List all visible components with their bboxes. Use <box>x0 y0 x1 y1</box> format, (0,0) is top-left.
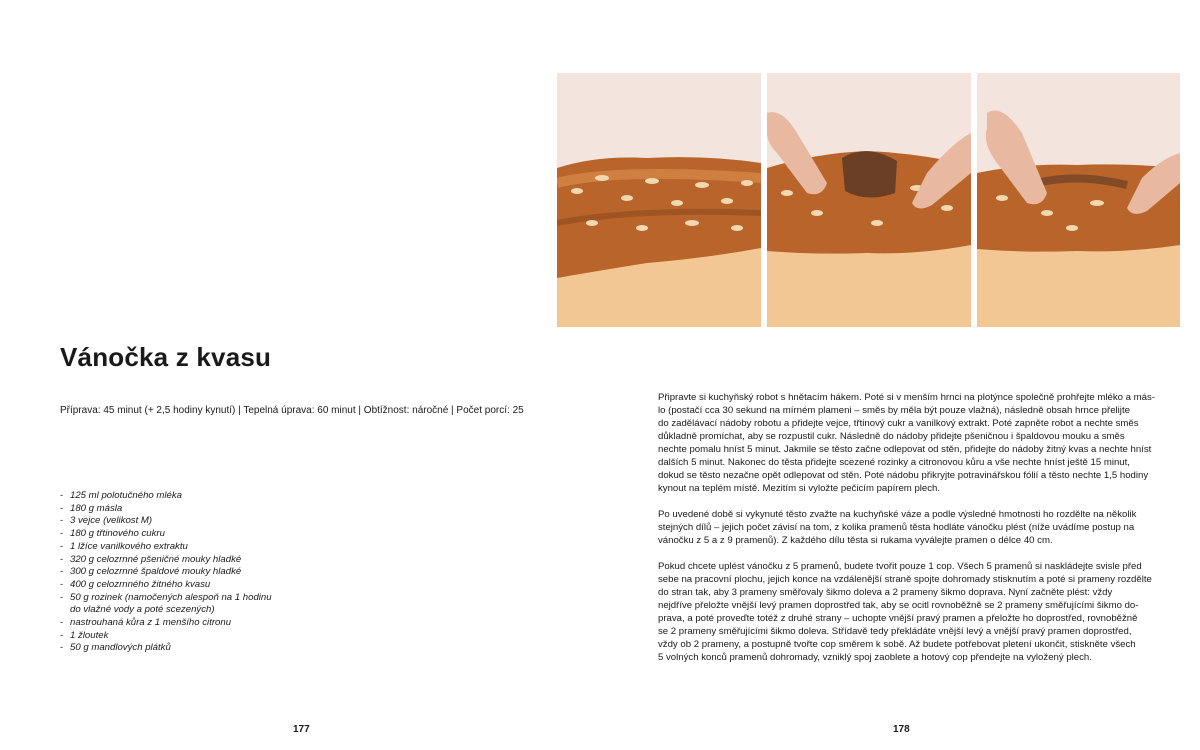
braided-sweet-bread-photo <box>557 73 761 327</box>
recipe-title: Vánočka z kvasu <box>60 342 272 372</box>
ingredient-item: - 50 g rozinek (namočených alespoň na 1 hodinu do vlažné vody a poté scezených) <box>60 592 320 617</box>
ingredient-item: - 300 g celozrnné špaldové mouky hladké <box>60 566 320 579</box>
ingredient-item: - nastrouhaná kůra z 1 menšího citronu <box>60 617 320 630</box>
ingredient-item: - 180 g třtinového cukru <box>60 528 320 541</box>
ingredient-item: - 180 g másla <box>60 503 320 516</box>
instruction-paragraph: Připravte si kuchyňský robot s hnětacím hákem. Poté si v menším hrnci na plotýnce společně prohřejte mléko a más- lo (postačí cca 30 sekund na mírném plameni – směs by měla být pouze vlažná), následně obsah hrnce přelijte do zadělávací nádoby robotu a přidejte vejce, třtinový cukr a vanilkový extrakt. Poté zapněte robot a nechte směs důkladně promíchat, aby se rozpustil cukr. Následně do nádoby přidejte pšeničnou i špaldovou mouku a směs nechte pomalu hníst 5 minut. Jakmile se těsto začne odlepovat od stěn, přidejte do nádoby žitný kvas a nechte hníst dalších 5 minut. Nakonec do těsta přidejte scezené rozinky a citronovou kůru a vše nechte hníst ještě 15 minut, dokud se těsto nezačne opět odlepovat od stěn. Poté nádobu přikryjte potravinářskou fólií a těsto nechte 1,5 hodiny kynout na teplém místě. Mezitím si vyložte pečicím papírem plech. <box>658 392 1155 494</box>
ingredient-item: - 400 g celozrnného žitného kvasu <box>60 579 320 592</box>
ingredient-item: - 125 ml polotučného mléka <box>60 490 320 503</box>
recipe-meta: Příprava: 45 minut (+ 2,5 hodiny kynutí) | Tepelná úprava: 60 minut | Obtížnost: náročné | Počet porcí: 25 <box>60 405 524 416</box>
ingredient-item: - 50 g mandlových plátků <box>60 642 320 655</box>
ingredients-list <box>60 490 320 655</box>
instructions <box>658 391 1155 677</box>
ingredient-item: - 3 vejce (velikost M) <box>60 515 320 528</box>
page-number-right: 178 <box>893 724 910 735</box>
hands-pulling-bread-photo <box>767 73 971 327</box>
ingredient-item: - 1 lžíce vanilkového extraktu <box>60 541 320 554</box>
hands-pulling-bread-closer-photo <box>977 73 1180 327</box>
ingredient-item: - 1 žloutek <box>60 630 320 643</box>
ingredient-item: - 320 g celozrnné pšeničné mouky hladké <box>60 554 320 567</box>
instruction-paragraph: Po uvedené době si vykynuté těsto zvažte na kuchyňské váze a podle výsledné hmotnosti ho rozdělte na několik stejných dílů – jejich počet závisí na tom, z kolika pramenů těsta hodláte vánočku plést (níže uvádíme postup na vánočku z 5 a z 9 pramenů). Z každého dílu těsta si rukama vyválejte pramen o délce 40 cm. <box>658 509 1137 546</box>
instruction-paragraph: Pokud chcete uplést vánočku z 5 pramenů, budete tvořit pouze 1 cop. Všech 5 pramenů si naskládejte svisle před sebe na pracovní plochu, jejich konce na vzdálenější straně spojte dohromady stisknutím a poté si prameny rozdělte do stran tak, aby 3 prameny směřovaly šikmo doleva a 2 prameny šikmo doprava. Nyní začněte plést: vždy nejdříve přeložte vnější levý pramen doprostřed tak, aby se ocitl rovnoběžně se 2 prameny směřujícími šikmo do- prava, a poté proveďte totéž z druhé strany – uchopte vnější pravý pramen a přeložte ho doprostřed, rovnoběžně se 2 prameny směřujícími šikmo doleva. Střídavě tedy překládáte vnější levý a vnější pravý pramen doprostřed, vždy ob 2 prameny, a postupně tvořte cop směrem k sobě. Až budete potřebovat pletení ukončit, stiskněte všech 5 volných konců pramenů dohromady, vzniklý spoj zaoblete a hotový cop přendejte na vyložený plech. <box>658 561 1152 663</box>
page-number-left: 177 <box>293 724 310 735</box>
